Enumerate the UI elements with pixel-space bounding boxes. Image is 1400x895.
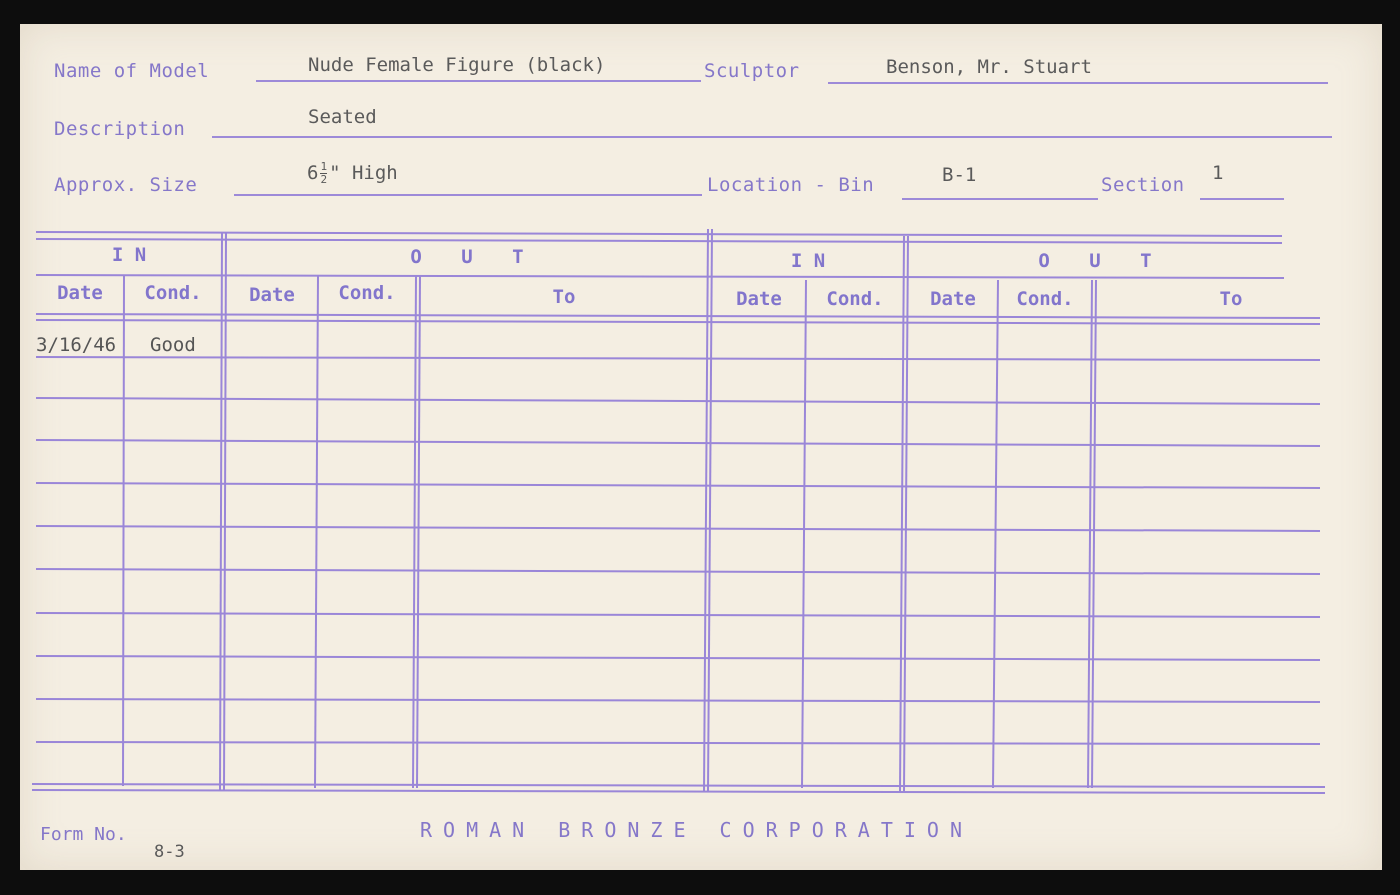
grid-group-line-2 bbox=[708, 229, 712, 792]
location-bin-value: B-1 bbox=[942, 164, 977, 186]
grid-bottom-line-2 bbox=[32, 790, 1325, 793]
company-name: ROMAN BRONZE CORPORATION bbox=[420, 818, 973, 842]
form-no-value: 8-3 bbox=[154, 842, 185, 862]
group-header-in-2: I N bbox=[790, 250, 826, 272]
grid-row-line bbox=[36, 613, 1320, 617]
grid-group-line bbox=[220, 232, 222, 790]
approx-size-label-text: Approx. Size bbox=[54, 174, 198, 196]
col-header-date-4: Date bbox=[930, 288, 976, 310]
grid-row-line bbox=[36, 483, 1320, 488]
grid-col-line bbox=[802, 280, 806, 788]
col-header-to-2: To bbox=[1219, 288, 1243, 310]
grid-col-line bbox=[1088, 280, 1092, 788]
sculptor-label-text: Sculptor bbox=[704, 60, 800, 82]
grid-col-header-line bbox=[36, 314, 1320, 318]
col-header-cond-4: Cond. bbox=[1016, 288, 1074, 310]
col-header-date-2: Date bbox=[249, 284, 295, 306]
name-of-model-label-text: Name of Model bbox=[54, 60, 210, 82]
grid-row-line bbox=[36, 357, 1320, 360]
row-1-in-cond: Good bbox=[150, 334, 196, 356]
group-header-in-1: I N bbox=[111, 244, 147, 266]
group-header-out-2: O U T bbox=[1038, 250, 1152, 272]
size-frac-den: 2 bbox=[320, 173, 328, 186]
grid-group-header-line bbox=[36, 275, 1284, 278]
col-header-date-1: Date bbox=[57, 282, 103, 304]
grid-row-line bbox=[36, 742, 1320, 744]
grid-col-line bbox=[993, 280, 998, 788]
inventory-card bbox=[20, 24, 1382, 870]
grid-col-line-2 bbox=[417, 276, 420, 788]
grid-row-line bbox=[36, 656, 1320, 660]
grid-row-line bbox=[36, 569, 1320, 574]
grid-group-line bbox=[900, 236, 904, 792]
size-suffix: " High bbox=[329, 162, 398, 184]
description-label-text: Description bbox=[54, 118, 186, 140]
location-bin-label-text: Location - Bin bbox=[707, 174, 875, 196]
section-value: 1 bbox=[1212, 162, 1224, 184]
grid-bottom-line bbox=[32, 784, 1325, 787]
grid-group-line-2 bbox=[904, 236, 908, 792]
grid-row-line bbox=[36, 526, 1320, 531]
group-header-out-1: O U T bbox=[410, 246, 524, 268]
name-of-model-value: Nude Female Figure (black) bbox=[308, 54, 606, 76]
form-no-label: Form No. bbox=[40, 824, 127, 845]
row-1-in-date: 3/16/46 bbox=[36, 334, 117, 356]
description-value: Seated bbox=[308, 106, 377, 128]
grid-row-line bbox=[36, 440, 1320, 446]
col-header-cond-3: Cond. bbox=[826, 288, 884, 310]
section-label-text: Section bbox=[1101, 174, 1185, 196]
grid-col-line bbox=[315, 276, 318, 788]
grid-row-line bbox=[36, 699, 1320, 702]
col-header-cond-1: Cond. bbox=[144, 282, 202, 304]
grid-col-header-line-2 bbox=[36, 320, 1320, 324]
ledger-grid bbox=[20, 24, 1382, 870]
grid-col-line bbox=[123, 276, 124, 786]
col-header-date-3: Date bbox=[736, 288, 782, 310]
size-whole: 6 bbox=[307, 162, 319, 184]
size-frac-num: 1 bbox=[320, 160, 328, 173]
grid-col-line-2 bbox=[1092, 280, 1096, 788]
grid-col-line bbox=[413, 276, 416, 788]
grid-row-line bbox=[36, 398, 1320, 404]
grid-group-line-2 bbox=[224, 232, 226, 790]
col-header-to-1: To bbox=[552, 286, 576, 308]
sculptor-value: Benson, Mr. Stuart bbox=[886, 56, 1092, 78]
grid-group-line bbox=[704, 229, 708, 792]
col-header-cond-2: Cond. bbox=[338, 282, 396, 304]
